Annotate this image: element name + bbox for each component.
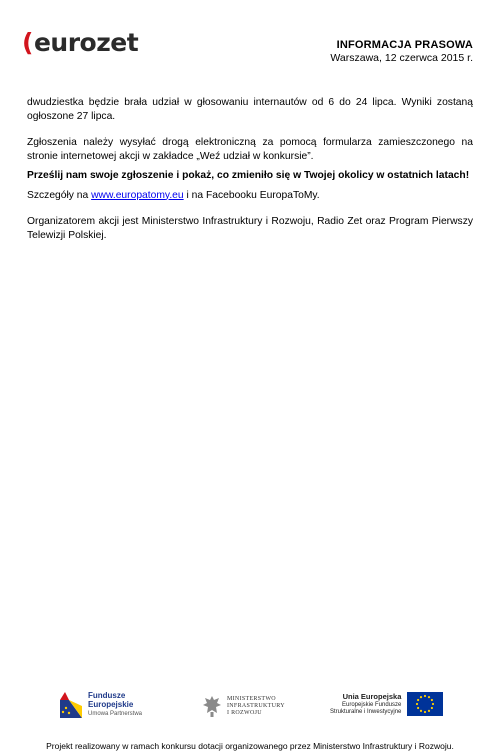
fe-line1: Fundusze bbox=[88, 691, 126, 700]
press-header bbox=[330, 39, 473, 64]
fundusze-europejskie-icon bbox=[60, 692, 82, 718]
paragraph-details bbox=[27, 189, 473, 203]
eu-flag-icon bbox=[407, 692, 443, 716]
footer-note: Projekt realizowany w ramach konkursu dotacji organizowanego przez Ministerstwo Infrastruktury i Rozwoju. bbox=[46, 741, 454, 751]
details-suffix: i na Facebooku EuropaToMy. bbox=[183, 189, 320, 201]
details-prefix: Szczegóły na bbox=[27, 189, 92, 201]
paragraph-call-to-action: Prześlij nam swoje zgłoszenie i pokaż, co zmieniło się w Twojej okolicy w ostatnich latach! bbox=[27, 170, 470, 181]
ue-line2: Europejskie Fundusze bbox=[342, 702, 402, 708]
fe-line3: Umowa Partnerstwa bbox=[88, 711, 143, 717]
fundusze-europejskie-logo bbox=[60, 692, 142, 718]
ministry-line3: I ROZWOJU bbox=[227, 709, 262, 716]
eurozet-logo: (eurozet bbox=[22, 28, 139, 57]
press-date: Warszawa, 12 czerwca 2015 r. bbox=[330, 52, 473, 64]
ue-line3: Strukturalne i Inwestycyjne bbox=[330, 709, 402, 715]
eagle-emblem-icon bbox=[202, 694, 222, 718]
press-release-body bbox=[27, 96, 473, 242]
press-title: INFORMACJA PRASOWA bbox=[336, 39, 473, 51]
paragraph-voting: dwudziestka będzie brała udział w głosowaniu internautów od 6 do 24 lipca. Wyniki zostaną ogłoszone 27 lipca. bbox=[27, 97, 473, 122]
ministry-line2: INFRASTRUKTURY bbox=[227, 702, 285, 709]
paragraph-organizers: Organizatorem akcji jest Ministerstwo Infrastruktury i Rozwoju, Radio Zet oraz Program Pierwszy Telewizji Polskiej. bbox=[27, 216, 473, 241]
ministry-line1: MINISTERSTWO bbox=[227, 695, 276, 702]
footer-logos bbox=[0, 692, 500, 730]
paragraph-submissions: Zgłoszenia należy wysyłać drogą elektroniczną za pomocą formularza zamieszczonego na stronie internetowej akcji w zakładce „Weź udział w konkursie”. bbox=[27, 137, 473, 162]
logo-text: eurozet bbox=[33, 28, 139, 57]
european-union-logo bbox=[330, 692, 443, 716]
fe-line2: Europejskie bbox=[88, 700, 134, 709]
ministry-logo bbox=[202, 694, 285, 718]
ue-line1: Unia Europejska bbox=[342, 692, 402, 701]
europatomy-link[interactable]: www.europatomy.eu bbox=[91, 189, 184, 201]
